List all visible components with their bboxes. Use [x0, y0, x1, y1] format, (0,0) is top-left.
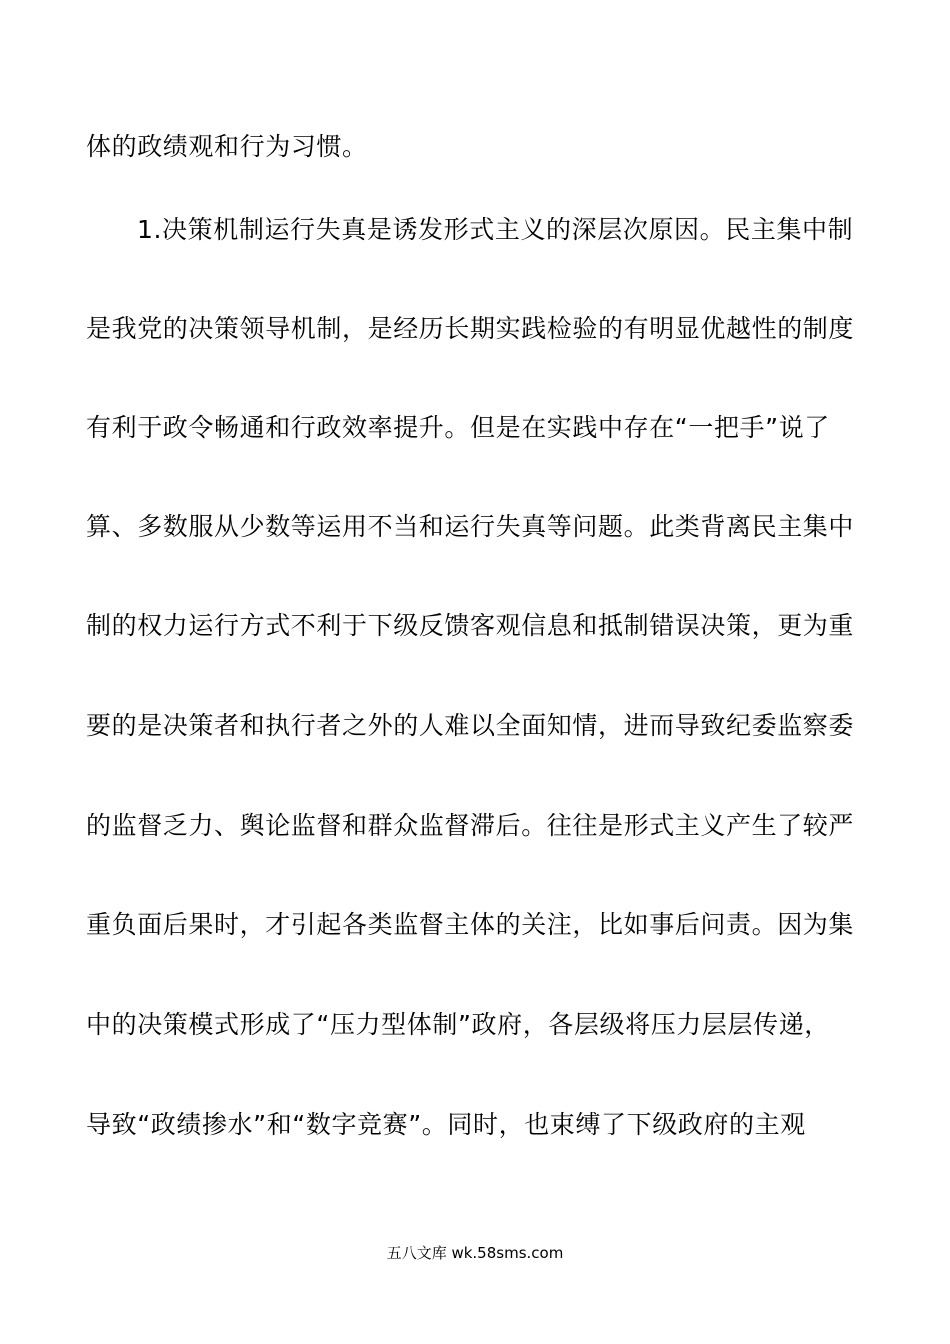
- text-line-1: 体的政绩观和行为习惯。: [86, 132, 368, 161]
- text-line-6: 制的权力运行方式不利于下级反馈客观信息和抵制错误决策，更为重: [86, 611, 855, 640]
- text-line-5: 算、多数服从少数等运用不当和运行失真等问题。此类背离民主集中: [86, 512, 855, 541]
- text-line-10: 中的决策模式形成了“压力型体制”政府，各层级将压力层层传递，: [86, 1010, 830, 1039]
- text-line-9: 重负面后果时，才引起各类监督主体的关注，比如事后问责。因为集: [86, 910, 855, 939]
- text-line-11: 导致“政绩掺水”和“数字竞赛”。同时，也束缚了下级政府的主观: [86, 1110, 806, 1139]
- text-line-3: 是我党的决策领导机制，是经历长期实践检验的有明显优越性的制度: [86, 314, 855, 343]
- text-line-7: 要的是决策者和执行者之外的人难以全面知情，进而导致纪委监察委: [86, 711, 855, 740]
- text-line-2: 1.决策机制运行失真是诱发形式主义的深层次原因。民主集中制: [137, 215, 854, 244]
- text-line-8: 的监督乏力、舆论监督和群众监督滞后。往往是形式主义产生了较严: [86, 811, 855, 840]
- text-line-4: 有利于政令畅通和行政效率提升。但是在实践中存在“一把手”说了: [86, 413, 830, 442]
- footer-watermark: 五八文库 wk.58sms.com: [386, 1244, 564, 1262]
